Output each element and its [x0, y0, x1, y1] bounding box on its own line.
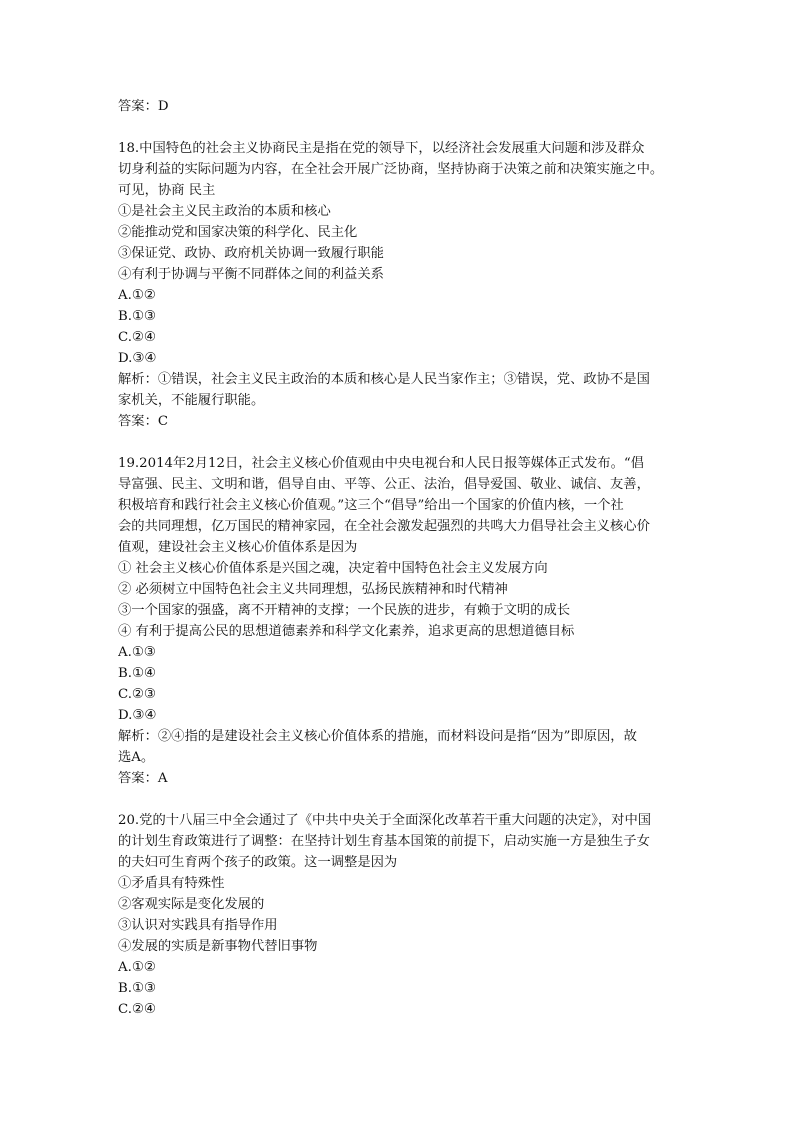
question-20-option-b: B.①③	[118, 981, 156, 996]
question-18-option-a: A.①②	[118, 288, 156, 303]
blank-line	[118, 117, 678, 138]
question-18-statement-3: ③保证党、政协、政府机关协调一致履行职能	[118, 246, 384, 261]
question-18-option-b: B.①③	[118, 309, 156, 324]
question-19-text: 会的共同理想，亿万国民的精神家园，在全社会激发起强烈的共鸣大力倡导社会主义核心价	[118, 519, 650, 534]
question-19-statement-1: ① 社会主义核心价值体系是兴国之魂，决定着中国特色社会主义发展方向	[118, 561, 548, 576]
question-20-option-c: C.②④	[118, 1002, 156, 1017]
question-18-text: 可见，协商 民主	[118, 183, 216, 198]
question-19-text: 值观，建设社会主义核心价值体系是因为	[118, 540, 358, 555]
question-19-option-a: A.①③	[118, 645, 156, 660]
question-19-text: 19.2014年2月12日，社会主义核心价值观由中央电视台和人民日报等媒体正式发布。“倡	[118, 456, 644, 471]
question-19-option-b: B.①④	[118, 666, 156, 681]
question-19-statement-2: ② 必须树立中国特色社会主义共同理想，弘扬民族精神和时代精神	[118, 582, 508, 597]
question-18-text: 18.中国特色的社会主义协商民主是指在党的领导下，以经济社会发展重大问题和涉及群众	[118, 141, 645, 156]
answer-19: 答案：A	[118, 771, 168, 786]
blank-line	[118, 432, 678, 453]
question-18-statement-2: ②能推动党和国家决策的科学化、民主化	[118, 225, 358, 240]
question-19-option-c: C.②③	[118, 687, 156, 702]
question-20-text: 的夫妇可生育两个孩子的政策。这一调整是因为	[118, 855, 398, 870]
question-20-statement-1: ①矛盾具有特殊性	[118, 876, 225, 891]
question-20-text: 20.党的十八届三中全会通过了《中共中央关于全面深化改革若干重大问题的决定》，对中国	[118, 813, 652, 828]
question-18-analysis: 解析：①错误，社会主义民主政治的本质和核心是人民当家作主；③错误，党、政协不是国	[118, 372, 650, 387]
answer-18: 答案：C	[118, 414, 169, 429]
question-20-option-a: A.①②	[118, 960, 156, 975]
question-19-text: 积极培育和践行社会主义核心价值观。”这三个“倡导”给出一个国家的价值内核，一个社	[118, 498, 624, 513]
question-20-statement-3: ③认识对实践具有指导作用	[118, 918, 278, 933]
question-19-analysis: 解析：②④指的是建设社会主义核心价值体系的措施，而材料设问是指“因为”即原因，故	[118, 729, 637, 744]
answer-17: 答案：D	[118, 99, 169, 114]
question-18-option-d: D.③④	[118, 351, 157, 366]
question-20-statement-4: ④发展的实质是新事物代替旧事物	[118, 939, 318, 954]
question-19-statement-4: ④ 有利于提高公民的思想道德素养和科学文化素养，追求更高的思想道德目标	[118, 624, 575, 639]
question-20-text: 的计划生育政策进行了调整：在坚持计划生育基本国策的前提下，启动实施一方是独生子女	[118, 834, 650, 849]
question-18-analysis: 家机关，不能履行职能。	[118, 393, 265, 408]
blank-line	[118, 789, 678, 810]
document-page	[118, 96, 678, 1020]
question-18-text: 切身利益的实际问题为内容，在全社会开展广泛协商，坚持协商于决策之前和决策实施之中。	[118, 162, 664, 177]
question-20-statement-2: ②客观实际是变化发展的	[118, 897, 265, 912]
question-18-statement-4: ④有利于协调与平衡不同群体之间的利益关系	[118, 267, 384, 282]
question-18-option-c: C.②④	[118, 330, 156, 345]
question-19-text: 导富强、民主、文明和谐，倡导自由、平等、公正、法治，倡导爱国、敬业、诚信、友善，	[118, 477, 650, 492]
question-19-analysis: 选A。	[118, 750, 155, 765]
question-19-option-d: D.③④	[118, 708, 157, 723]
question-18-statement-1: ①是社会主义民主政治的本质和核心	[118, 204, 331, 219]
question-19-statement-3: ③一个国家的强盛，离不开精神的支撑；一个民族的进步，有赖于文明的成长	[118, 603, 571, 618]
